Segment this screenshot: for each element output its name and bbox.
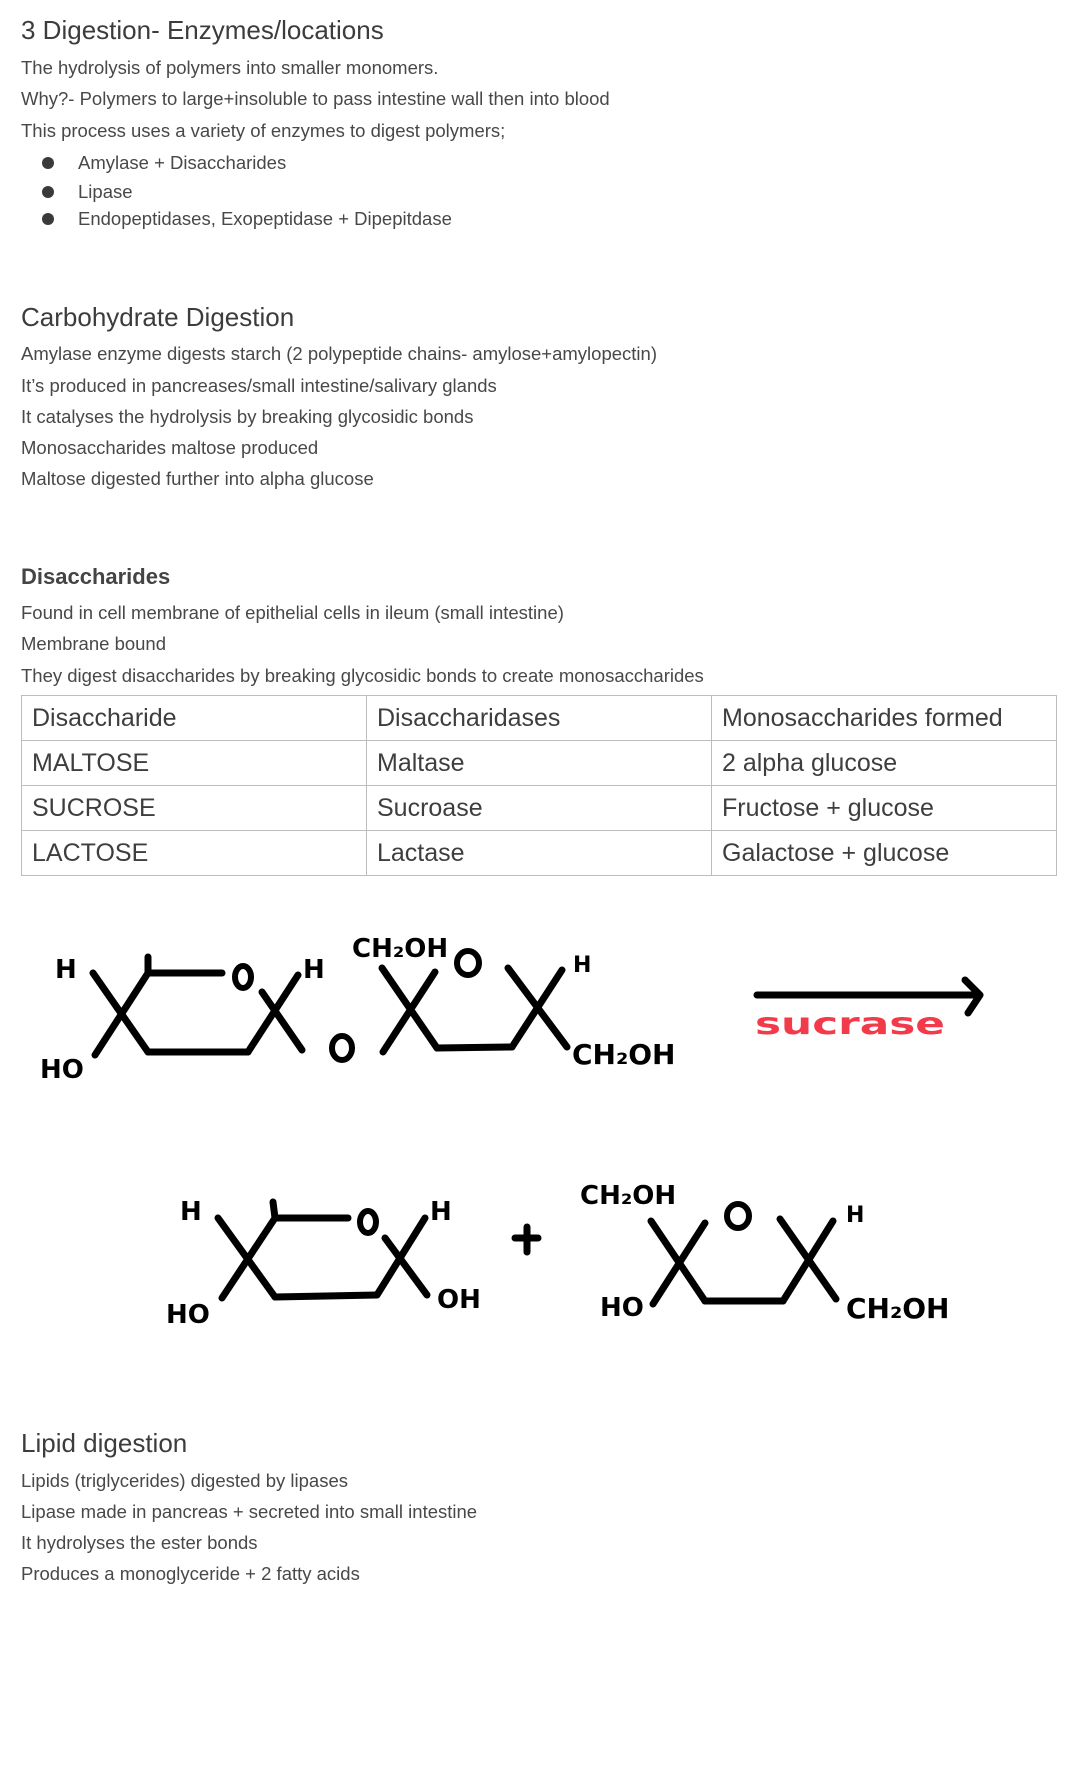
disaccharides-line: Found in cell membrane of epithelial cells in ileum (small intestine) xyxy=(21,602,564,623)
section-heading-lipid: Lipid digestion xyxy=(21,1428,188,1458)
label-h: H xyxy=(303,955,325,985)
label-oh: OH xyxy=(437,1285,481,1315)
label-ho: HO xyxy=(600,1293,644,1323)
carbohydrate-line: Monosaccharides maltose produced xyxy=(21,437,319,458)
label-ch2oh: CH₂OH xyxy=(580,1181,677,1211)
lipid-line: It hydrolyses the ester bonds xyxy=(21,1532,258,1553)
lipid-line: Produces a monoglyceride + 2 fatty acids xyxy=(21,1563,360,1584)
table-cell: 2 alpha glucose xyxy=(712,741,1057,786)
lipid-line: Lipase made in pancreas + secreted into small intestine xyxy=(21,1501,478,1522)
bullet-item: Lipase xyxy=(78,181,133,202)
table-cell: SUCROSE xyxy=(22,786,367,831)
intro-line: The hydrolysis of polymers into smaller monomers. xyxy=(21,57,439,78)
label-h: H xyxy=(430,1197,452,1227)
bullet-item: Amylase + Disaccharides xyxy=(78,152,287,173)
label-ho: HO xyxy=(166,1300,210,1330)
section-heading-carbohydrate: Carbohydrate Digestion xyxy=(21,302,295,332)
table-cell: MALTOSE xyxy=(22,741,367,786)
table-cell: Maltase xyxy=(367,741,712,786)
carbohydrate-line: Maltose digested further into alpha glucose xyxy=(21,468,374,489)
table-header-cell: Monosaccharides formed xyxy=(712,696,1057,741)
label-ch2oh: CH₂OH xyxy=(352,934,449,964)
label-h: H xyxy=(55,955,77,985)
label-ch2oh: CH₂OH xyxy=(846,1292,950,1325)
intro-line: This process uses a variety of enzymes to digest polymers; xyxy=(21,120,506,141)
table-cell: Sucroase xyxy=(367,786,712,831)
table-cell: LACTOSE xyxy=(22,831,367,876)
carbohydrate-line: It catalyses the hydrolysis by breaking glycosidic bonds xyxy=(21,406,474,427)
table-header-cell: Disaccharide xyxy=(22,696,367,741)
label-ch2oh: CH₂OH xyxy=(572,1038,676,1071)
label-ho: HO xyxy=(40,1055,84,1085)
intro-line: Why?- Polymers to large+insoluble to pass intestine wall then into blood xyxy=(21,88,610,109)
enzyme-label-sucrase: sucrase xyxy=(755,1007,945,1042)
disaccharides-line: They digest disaccharides by breaking glycosidic bonds to create monosaccharides xyxy=(21,665,704,686)
table-cell: Lactase xyxy=(367,831,712,876)
table-cell: Galactose + glucose xyxy=(712,831,1057,876)
bullet-item: Endopeptidases, Exopeptidase + Dipepitdase xyxy=(78,208,452,229)
label-h: H xyxy=(846,1203,865,1228)
label-h: H xyxy=(180,1197,202,1227)
carbohydrate-line: Amylase enzyme digests starch (2 polypeptide chains- amylose+amylopectin) xyxy=(21,343,657,364)
disaccharides-line: Membrane bound xyxy=(21,633,167,654)
lipid-line: Lipids (triglycerides) digested by lipases xyxy=(21,1470,348,1491)
table-cell: Fructose + glucose xyxy=(712,786,1057,831)
section-heading-disaccharides: Disaccharides xyxy=(21,564,171,589)
table-header-cell: Disaccharidases xyxy=(367,696,712,741)
carbohydrate-line: It’s produced in pancreases/small intestine/salivary glands xyxy=(21,375,497,396)
label-h: H xyxy=(573,953,592,978)
page-title: 3 Digestion- Enzymes/locations xyxy=(21,15,384,45)
